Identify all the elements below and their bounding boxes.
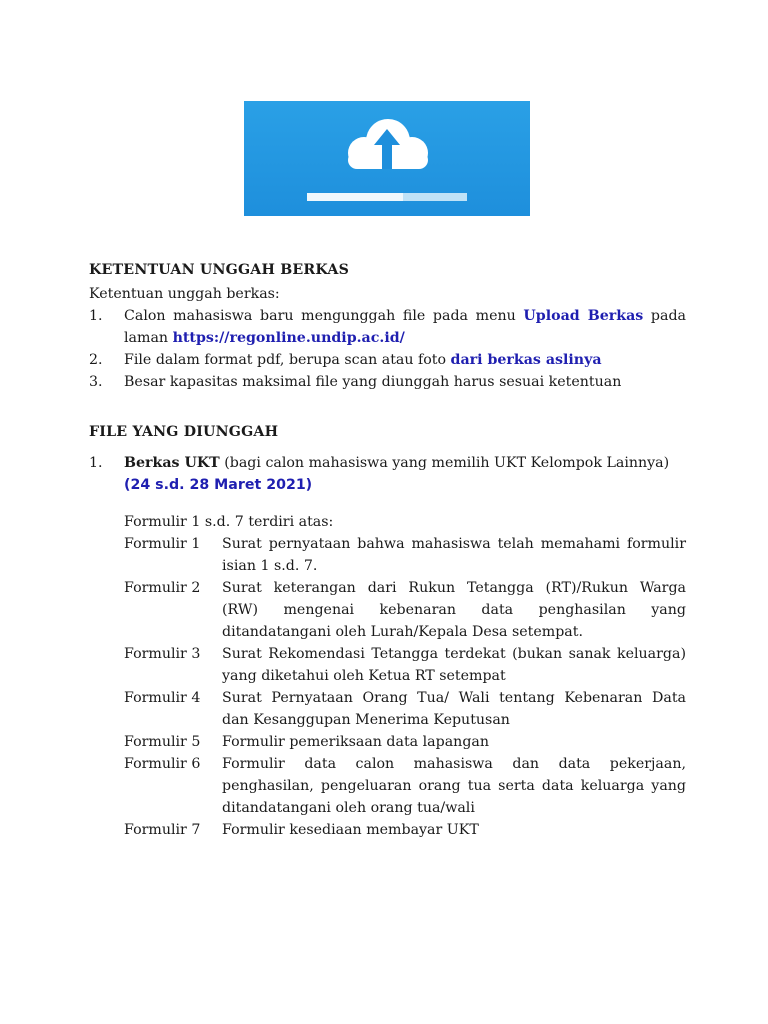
- form-label: Formulir 3: [124, 646, 201, 662]
- regonline-link[interactable]: https://regonline.undip.ac.id/: [172, 330, 405, 346]
- form-label: Formulir 7: [124, 822, 201, 838]
- section-intro: Ketentuan unggah berkas:: [89, 286, 280, 302]
- form-label: Formulir 4: [124, 690, 201, 706]
- section-heading-ketentuan: KETENTUAN UNGGAH BERKAS: [89, 262, 350, 278]
- list-item-text: Calon mahasiswa baru mengunggah file pada menu Upload Berkas pada: [124, 308, 687, 324]
- upload-banner: [244, 101, 530, 216]
- cloud-upload-icon: [244, 101, 530, 216]
- file-item-title: Berkas UKT: [124, 455, 220, 471]
- date-range: (24 s.d. 28 Maret 2021): [124, 477, 313, 493]
- list-number: 1.: [89, 308, 103, 324]
- form-label: Formulir 1: [124, 536, 201, 552]
- progress-fill: [307, 193, 403, 201]
- form-label: Formulir 2: [124, 580, 201, 596]
- section-heading-files: FILE YANG DIUNGGAH: [89, 424, 279, 440]
- upload-berkas-link[interactable]: Upload Berkas: [523, 308, 644, 324]
- form-label: Formulir 5: [124, 734, 201, 750]
- original-file-note: dari berkas aslinya: [450, 352, 602, 368]
- form-label: Formulir 6: [124, 756, 201, 772]
